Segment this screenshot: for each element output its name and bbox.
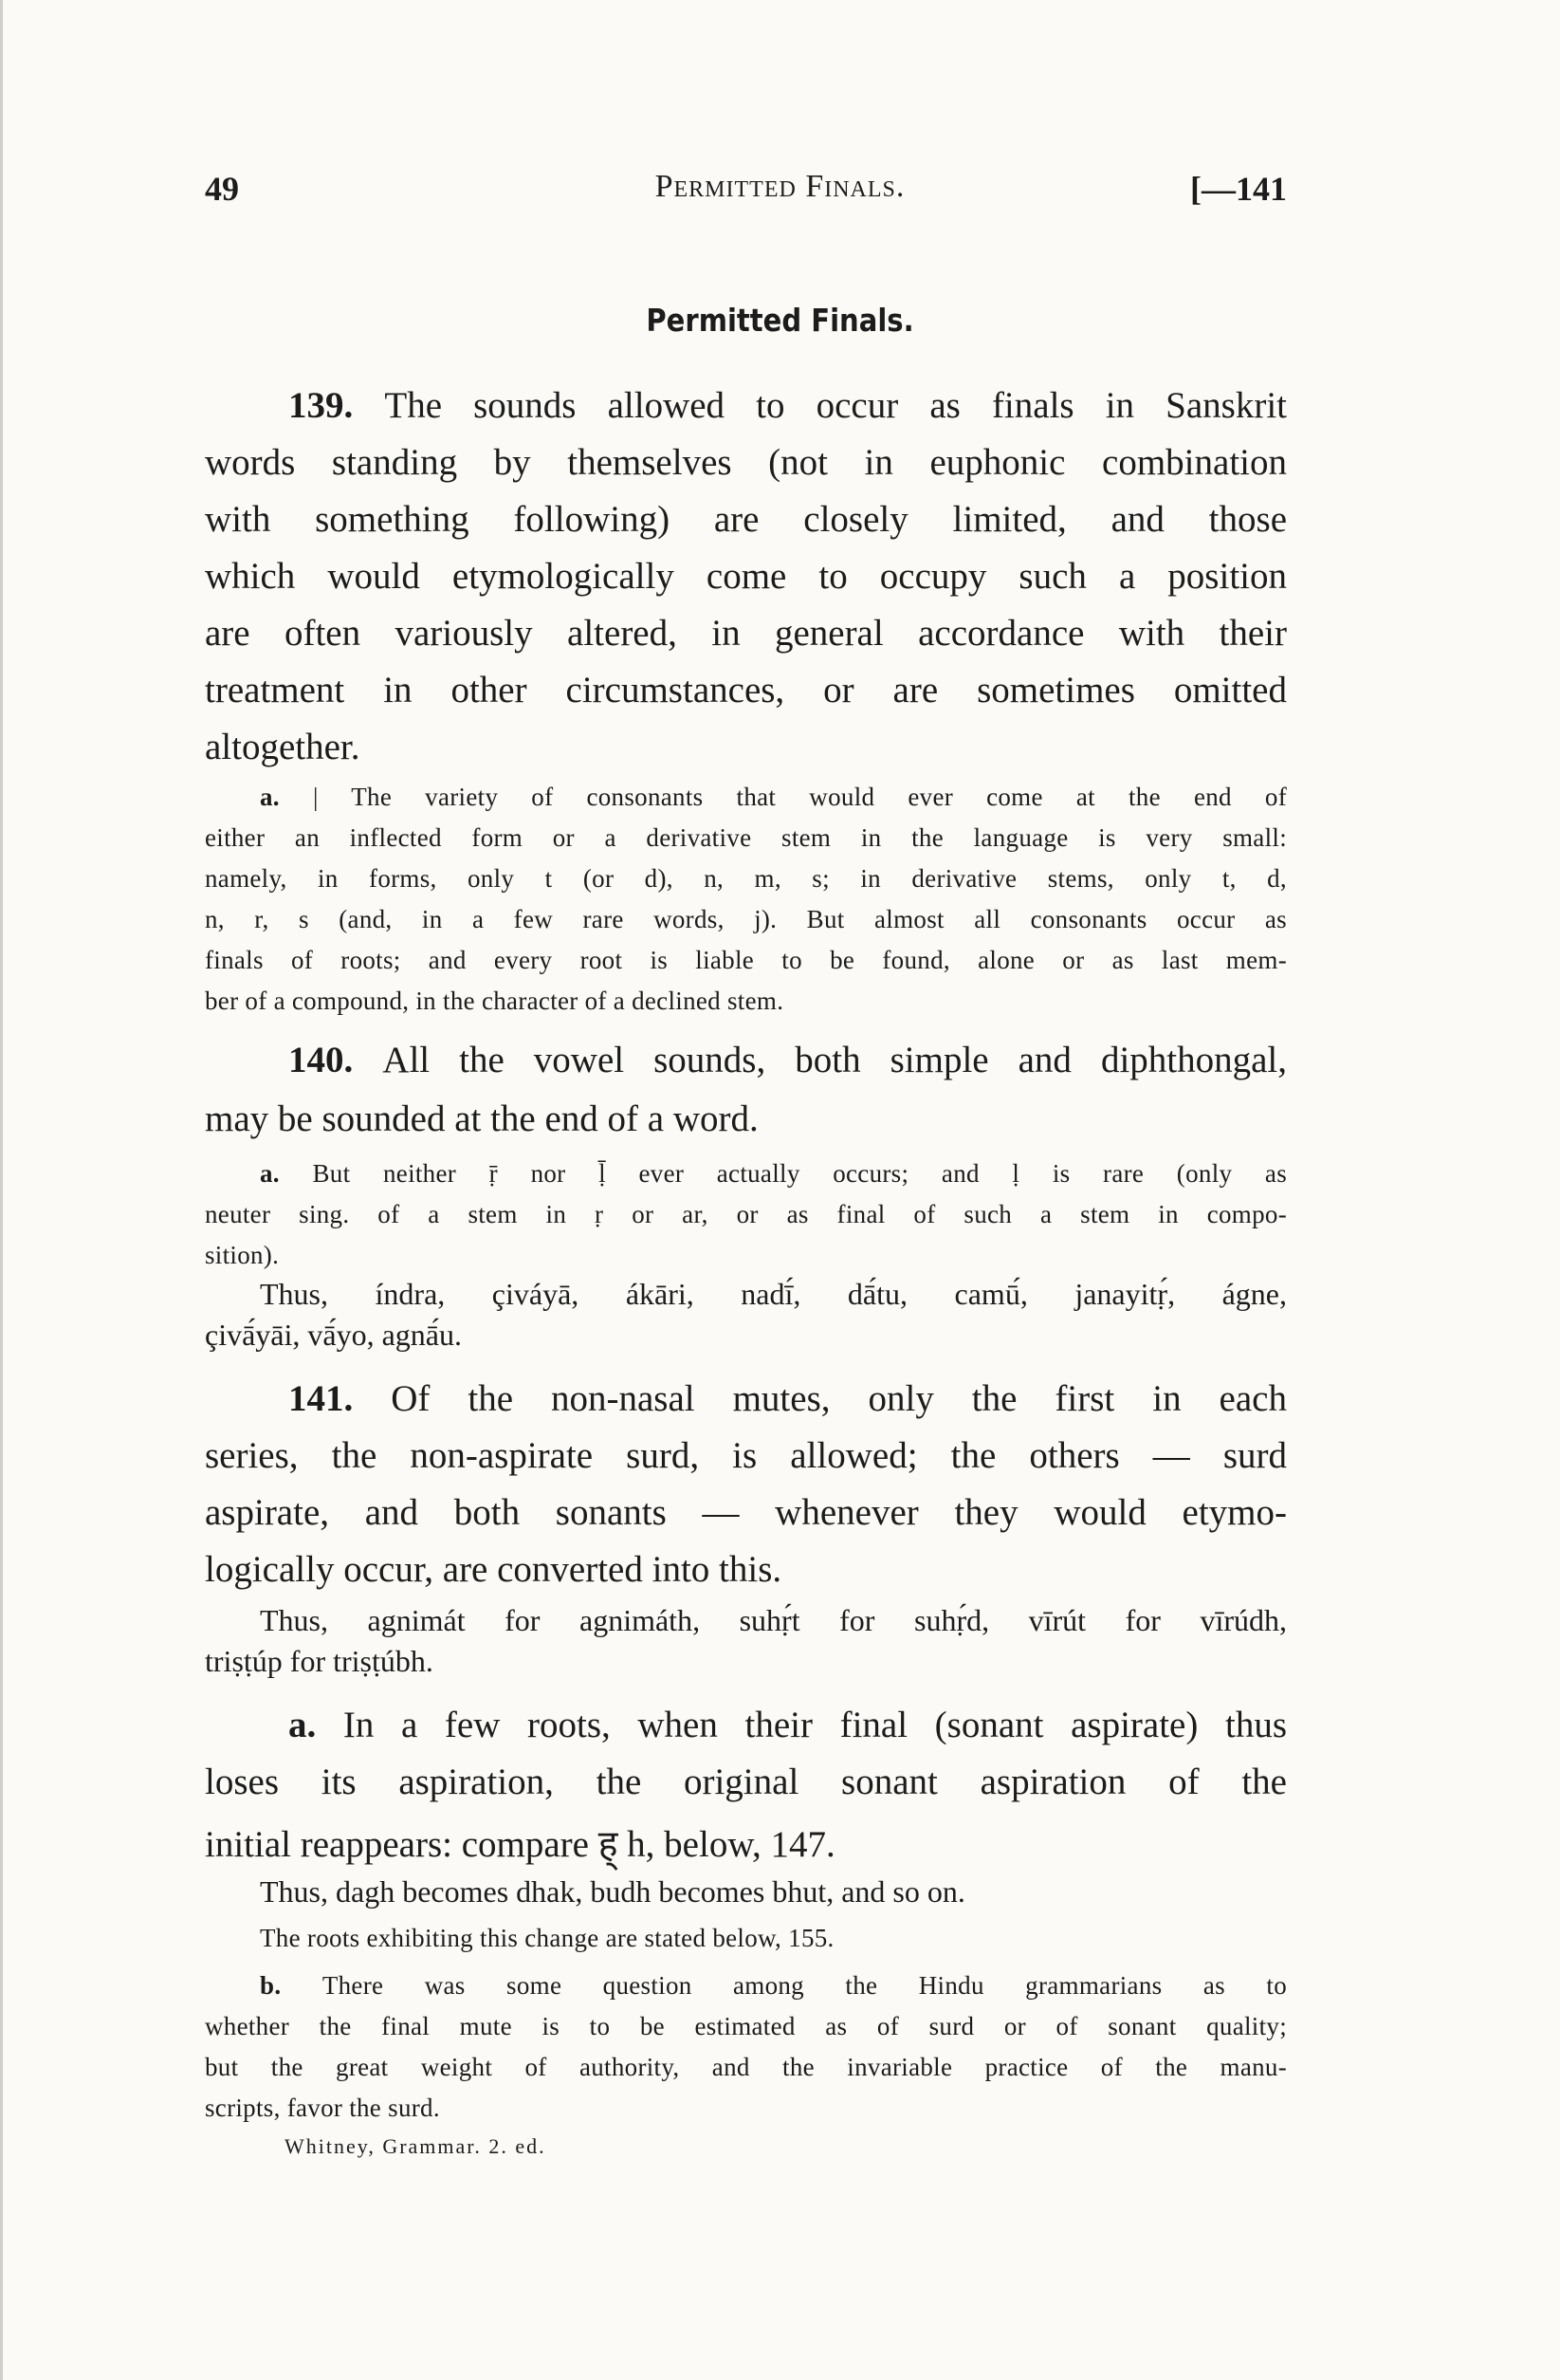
text-line: [205, 946, 1287, 975]
text-line: [205, 1491, 1287, 1534]
text-line: [205, 1548, 1287, 1591]
text-line: [205, 2094, 1287, 2123]
text-line: [205, 2012, 1287, 2041]
text-line: [205, 1644, 1287, 1679]
line-text: finals of roots; and every root is liable to be found, alone or as last mem-: [205, 946, 1287, 974]
text-line: [205, 1098, 1287, 1140]
scan-edge: [0, 0, 3, 2380]
line-text: There was some question among the Hindu grammarians as to: [321, 1971, 1288, 2000]
text-line: [288, 1377, 1287, 1420]
text-line: [205, 1817, 1287, 1868]
text-line: [205, 823, 1287, 853]
text-line: [205, 612, 1287, 655]
line-text: triṣṭúp for triṣṭúbh.: [205, 1644, 433, 1678]
text-line: [205, 726, 1287, 768]
text-line: [260, 1277, 1287, 1312]
text-line: [205, 1434, 1287, 1477]
line-text: are often variously altered, in general accordance with their: [205, 613, 1287, 654]
text-line: [260, 1874, 1287, 1910]
text-line: [205, 987, 1287, 1016]
text-line: [205, 1200, 1287, 1229]
line-text: ber of a compound, in the character of a declined stem.: [205, 987, 784, 1015]
line-text: initial reappears: compare ह् h, below, 147.: [205, 1824, 835, 1865]
line-text: The roots exhibiting this change are stated below, 155.: [260, 1924, 835, 1952]
text-line: [205, 441, 1287, 484]
section-title: Permitted Finals.: [646, 302, 914, 339]
line-text: Thus, dagh becomes dhak, budh becomes bhut, and so on.: [260, 1874, 965, 1909]
text-line: [205, 555, 1287, 598]
text-line: [260, 1159, 1287, 1189]
running-title: Permitted Finals.: [654, 169, 906, 204]
paragraph-number: a.: [288, 1705, 343, 1745]
line-text: In a few roots, when their final (sonant aspirate) thus: [342, 1705, 1287, 1745]
paragraph-number: 141.: [288, 1378, 392, 1419]
text-line: [205, 1318, 1287, 1353]
line-text: The sounds allowed to occur as finals in Sanskrit: [384, 385, 1287, 426]
paragraph-number: 139.: [288, 385, 385, 426]
line-text: çivā́yāi, vā́yo, agnā́u.: [205, 1318, 462, 1352]
line-text: treatment in other circumstances, or are sometimes omitted: [205, 670, 1287, 710]
page-number: 49: [205, 170, 239, 208]
line-text: aspirate, and both sonants — whenever they would etymo-: [205, 1492, 1287, 1533]
line-text: sition).: [205, 1241, 280, 1269]
paragraph-number: a.: [260, 1159, 313, 1188]
text-line: [288, 1704, 1287, 1746]
line-text: either an inflected form or a derivative stem in the language is very small:: [205, 823, 1287, 852]
line-text: logically occur, are converted into this.: [205, 1549, 782, 1590]
text-line: [205, 1241, 1287, 1270]
text-line: [260, 1971, 1287, 2001]
text-line: [260, 1603, 1287, 1638]
text-line: [260, 1924, 1287, 1953]
line-text: words standing by themselves (not in euphonic combination: [205, 442, 1287, 483]
printer-signature: Whitney, Grammar. 2. ed.: [284, 2134, 546, 2158]
paragraph-number: 140.: [288, 1040, 383, 1080]
line-text: | The variety of consonants that would ever come at the end of: [312, 783, 1288, 811]
text-line: [205, 498, 1287, 541]
line-text: n, r, s (and, in a few rare words, j). But almost all consonants occur as: [205, 905, 1287, 933]
text-line: [288, 1039, 1287, 1081]
text-line: [205, 669, 1287, 711]
line-text: may be sounded at the end of a word.: [205, 1098, 759, 1139]
text-line: [205, 905, 1287, 934]
text-line: [205, 1761, 1287, 1803]
line-text: All the vowel sounds, both simple and diphthongal,: [382, 1040, 1288, 1080]
line-text: which would etymologically come to occupy such a position: [205, 556, 1287, 597]
text-line: [205, 2053, 1287, 2082]
line-text: but the great weight of authority, and the invariable practice of the manu-: [205, 2053, 1287, 2081]
paragraph-number: b.: [260, 1971, 322, 2000]
line-text: whether the final mute is to be estimated as of surd or of sonant quality;: [205, 2012, 1287, 2040]
text-line: [205, 864, 1287, 894]
line-text: Thus, agnimát for agnimáth, suhṛ́t for suhṛ́d, vīrút for vīrúdh,: [260, 1603, 1287, 1637]
paragraph-number: a.: [260, 783, 313, 811]
line-text: with something following) are closely limited, and those: [205, 499, 1287, 540]
line-text: scripts, favor the surd.: [205, 2094, 440, 2122]
line-text: loses its aspiration, the original sonant aspiration of the: [205, 1762, 1287, 1802]
text-line: [288, 384, 1287, 427]
line-text: namely, in forms, only t (or d), n, m, s; in derivative stems, only t, d,: [205, 864, 1287, 893]
text-line: [260, 783, 1287, 812]
line-text: series, the non-aspirate surd, is allowed; the others — surd: [205, 1435, 1287, 1476]
line-text: altogether.: [205, 727, 360, 767]
section-reference: [—141: [1190, 170, 1287, 208]
line-text: But neither ṝ nor ḹ ever actually occurs; and ḷ is rare (only as: [312, 1159, 1287, 1188]
line-text: Thus, índra, çiváyā, ákāri, nadī́, dā́tu, camū́, janayitṛ́, ágne,: [260, 1277, 1287, 1311]
line-text: neuter sing. of a stem in ṛ or ar, or as final of such a stem in compo-: [205, 1200, 1287, 1228]
line-text: Of the non-nasal mutes, only the first in each: [391, 1378, 1287, 1419]
